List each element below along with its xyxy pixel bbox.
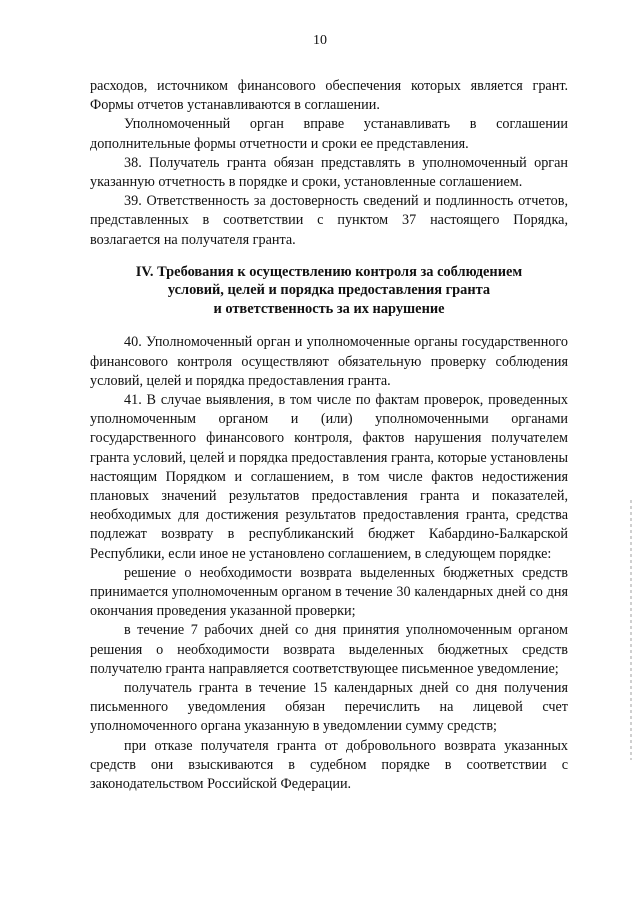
section-heading-line-3: и ответственность за их нарушение	[213, 300, 445, 317]
paragraph-41-court-recovery: при отказе получателя гранта от добровольного возврата указанных средств они взыскиваются в судебном порядке в соответствии с законодательством Российской Федерации.	[90, 737, 568, 792]
paragraph-continuation: расходов, источником финансового обеспечения которых является грант. Формы отчетов устанавливаются в соглашении.	[90, 78, 568, 114]
document-body	[90, 77, 568, 794]
paragraph-40: 40. Уполномоченный орган и уполномоченные органы государственного финансового контроля осуществляют обязательную проверку соблюдения условий, целей и порядка предоставления гранта.	[90, 334, 568, 389]
paragraph-41: 41. В случае выявления, в том числе по фактам проверок, проведенных уполномоченным органом и (или) уполномоченными органами государственного финансового контроля, фактов нарушения получателем гранта условий, целей и порядка предоставления гранта, которые установлены настоящим Порядком и соглашением, в том числе фактов недостижения плановых значений результатов предоставления гранта и показателей, необходимых для достижения результатов предоставления гранта, средства подлежат возврату в республиканский бюджет Кабардино-Балкарской Республики, если иное не установлено соглашением, в следующем порядке:	[90, 391, 568, 562]
scan-edge-mark	[630, 500, 632, 760]
section-heading	[90, 263, 568, 319]
paragraph-41-decision: решение о необходимости возврата выделенных бюджетных средств принимается уполномоченным органом в течение 30 календарных дней со дня окончания проведения указанной проверки;	[90, 564, 568, 620]
page-number: 10	[313, 33, 327, 48]
paragraph-41-repayment: получатель гранта в течение 15 календарных дней со дня получения письменного уведомления обязан перечислить на лицевой счет уполномоченного органа указанную в уведомлении сумму средств;	[90, 679, 568, 735]
section-heading-line-2: условий, целей и порядка предоставления гранта	[167, 282, 491, 299]
paragraph-39: 39. Ответственность за достоверность сведений и подлинность отчетов, представленных в соответствии с пунктом 37 настоящего Порядка, возлагается на получателя гранта.	[90, 193, 568, 248]
paragraph-additional-forms: Уполномоченный орган вправе устанавливать в соглашении дополнительные формы отчетности и сроки ее представления.	[90, 116, 568, 152]
paragraph-38: 38. Получатель гранта обязан представлять в уполномоченный орган указанную отчетность в порядке и сроки, установленные соглашением.	[90, 154, 568, 191]
section-heading-line-1: IV. Требования к осуществлению контроля за соблюдением	[135, 263, 523, 280]
paragraph-41-notification: в течение 7 рабочих дней со дня принятия уполномоченным органом решения о необходимости возврата выделенных бюджетных средств получателю гранта направляется соответствующее письменное уведомление;	[90, 622, 568, 677]
